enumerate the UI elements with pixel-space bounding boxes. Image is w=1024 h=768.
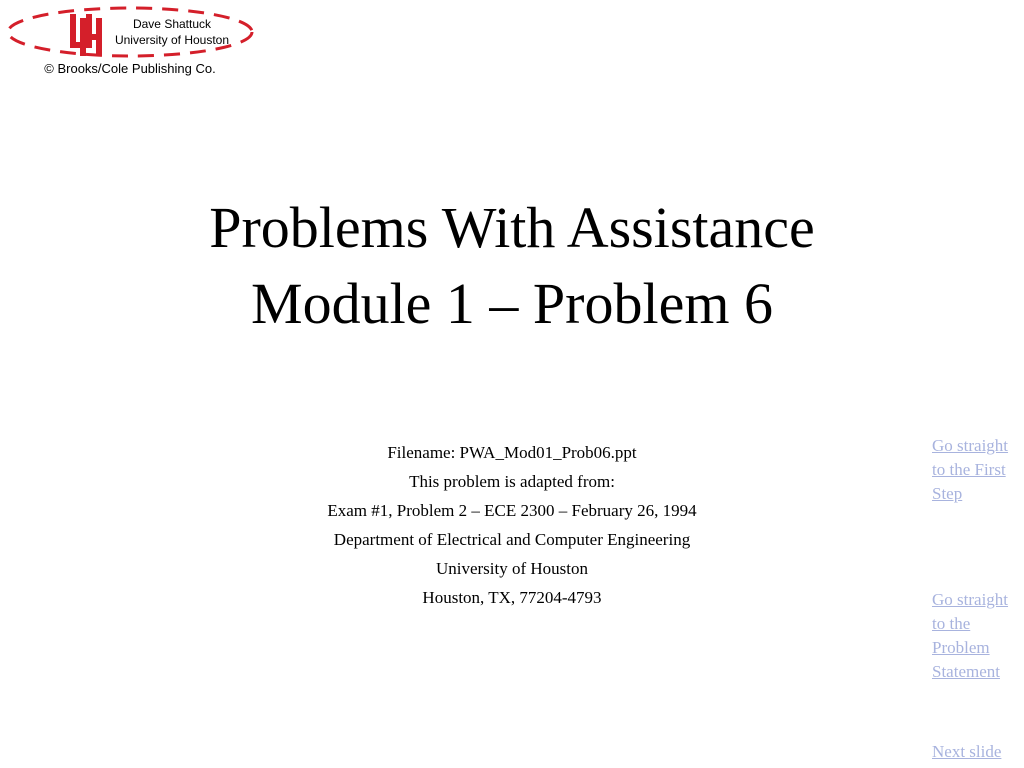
info-line-adapted: This problem is adapted from: [409,472,615,491]
logo-ellipse-graphic [2,4,258,60]
source-info [212,438,812,612]
title-line-1: Problems With Assistance [209,195,815,260]
slide-title [0,190,1024,342]
info-line-exam: Exam #1, Problem 2 – ECE 2300 – February 26, 1994 [327,501,697,520]
header-logo [2,4,258,60]
copyright-notice: © Brooks/Cole Publishing Co. [44,61,216,76]
info-line-department: Department of Electrical and Computer Engineering [333,530,691,549]
title-line-2: Module 1 – Problem 6 [251,271,773,336]
author-affiliation: University of Houston [114,33,230,47]
uh-logo-icon [70,14,102,56]
next-slide-link[interactable]: Next slide [932,742,1002,761]
info-line-filename: Filename: PWA_Mod01_Prob06.ppt [387,443,637,462]
author-name: Dave Shattuck [132,17,212,31]
info-line-university: University of Houston [435,559,589,578]
go-to-first-step-link[interactable]: Go straight to the First Step [932,436,1009,503]
go-to-problem-statement-link[interactable]: Go straight to the Problem Statement [932,590,1009,681]
info-line-address: Houston, TX, 77204-4793 [422,588,602,607]
